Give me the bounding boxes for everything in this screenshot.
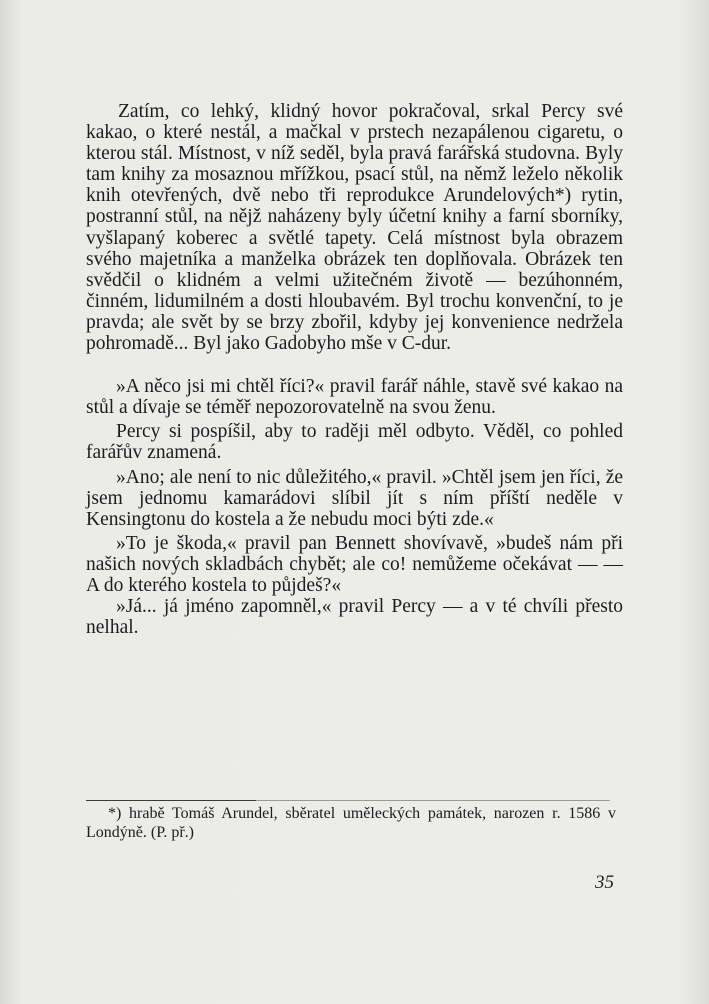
paragraph-2: »A něco jsi mi chtěl říci?« pravil farář náhle, stavě své kakao na stůl a dívaje se téměř nepozorovatelně na svou ženu. (86, 376, 623, 419)
paragraph-4: »Ano; ale není to nic důležitého,« pravil. »Chtěl jsem jen říci, že jsem jednomu kamarádovi slíbil jít s ním příští neděle v Kensingtonu do kostela a že nebudu moci býti zde.« (86, 466, 623, 530)
paragraph-1: Zatím, co lehký, klidný hovor pokračoval, srkal Percy své kakao, o které nestál, a mačkal v prstech nezapálenou cigaretu, o kterou stál. Místnost, v níž seděl, byla pravá farářská studovna. Byly tam knihy za mosaznou mřížkou, psací stůl, na němž leželo několik knih otevřených, dvě nebo tři reprodukce Arundelových*) rytin, postranní stůl, na nějž naházeny byly účetní knihy a farní sborníky, vyšlapaný koberec a světlé tapety. Celá místnost byla obrazem svého majetníka a manželka obrázek ten doplňovala. Obrázek ten svědčil o klidném a velmi užitečném životě — bezúhonném, činném, lidumilném a dosti hloubavém. Byl trochu konvenční, to je pravda; ale svět by se brzy zbořil, kdyby jej konvenience nedržela pohromadě... Byl jako Gadobyho mše v C-dur. (86, 101, 623, 355)
footnote-divider-faint (256, 800, 610, 801)
body-text (86, 101, 623, 638)
paragraph-5: »To je škoda,« pravil pan Bennett shovívavě, »budeš nám při našich nových skladbách chybět; ale co! nemůžeme očekávat — — A do kterého kostela to půjdeš?« (86, 532, 623, 596)
paragraph-3: Percy si pospíšil, aby to raději měl odbyto. Věděl, co pohled farářův znamená. (86, 421, 623, 464)
footnote: *) hrabě Tomáš Arundel, sběratel uměleckých památek, narozen r. 1586 v Londýně. (P. př.) (86, 805, 616, 841)
footnote-divider (86, 800, 256, 801)
page-number: 35 (595, 872, 614, 893)
paragraph-6: »Já... já jméno zapomněl,« pravil Percy — a v té chvíli přesto nelhal. (86, 596, 623, 639)
